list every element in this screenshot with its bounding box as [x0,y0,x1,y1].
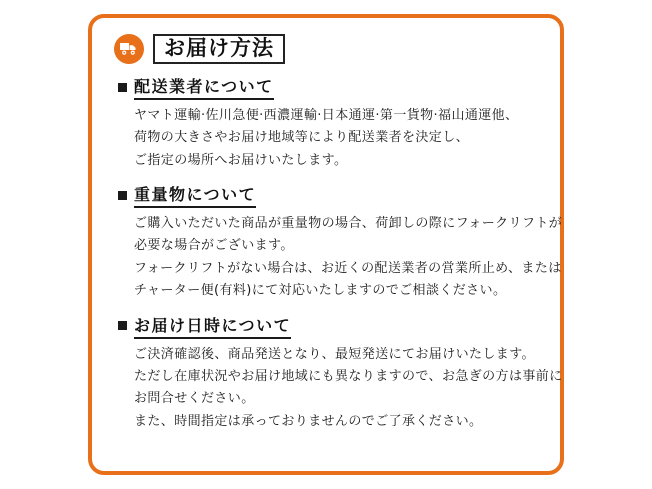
section-body [134,213,563,302]
body-line: チャーター便(有料)にて対応いたしますのでご相談ください。 [134,283,507,299]
body-line: ただし在庫状況やお届け地域にも異なりますので、お急ぎの方は事前に [134,368,563,384]
body-line: 荷物の大きさやお届け地域等により配送業者を決定し、 [134,130,470,146]
section-heading [118,313,540,339]
section-title: 重量物について [134,182,256,208]
body-line: ご購入いただいた商品が重量物の場合、荷卸しの際にフォークリフトが [134,216,563,232]
body-line: ご決済確認後、商品発送となり、最短発送にてお届けいたします。 [134,346,535,362]
section-body [134,344,563,433]
square-bullet-icon [118,191,127,200]
body-line: また、時間指定は承っておりませんのでご了承ください。 [134,413,483,429]
square-bullet-icon [118,83,127,92]
panel-header [114,34,540,64]
section-title: お届け日時について [134,313,291,339]
delivery-info-panel [88,14,564,475]
square-bullet-icon [118,321,127,330]
section-title: 配送業者について [134,74,274,100]
body-line: ご指定の場所へお届けいたします。 [134,152,348,168]
section-carrier [112,74,540,172]
body-line: ヤマト運輸·佐川急便·西濃運輸·日本通運·第一貨物·福山通運他、 [134,108,519,123]
section-body [134,105,540,172]
section-heavy-items [112,182,563,302]
section-heading [118,182,540,208]
section-delivery-date [112,313,563,433]
section-heading [118,74,540,100]
body-line: フォークリフトがない場合は、お近くの配送業者の営業所止め、または [134,260,562,276]
body-line: お問合せください。 [134,391,255,407]
body-line: 必要な場合がございます。 [134,238,294,254]
page-title: お届け方法 [164,36,274,60]
page-title-box [153,34,285,64]
panel-inner [92,18,563,471]
delivery-truck-icon [114,34,144,64]
